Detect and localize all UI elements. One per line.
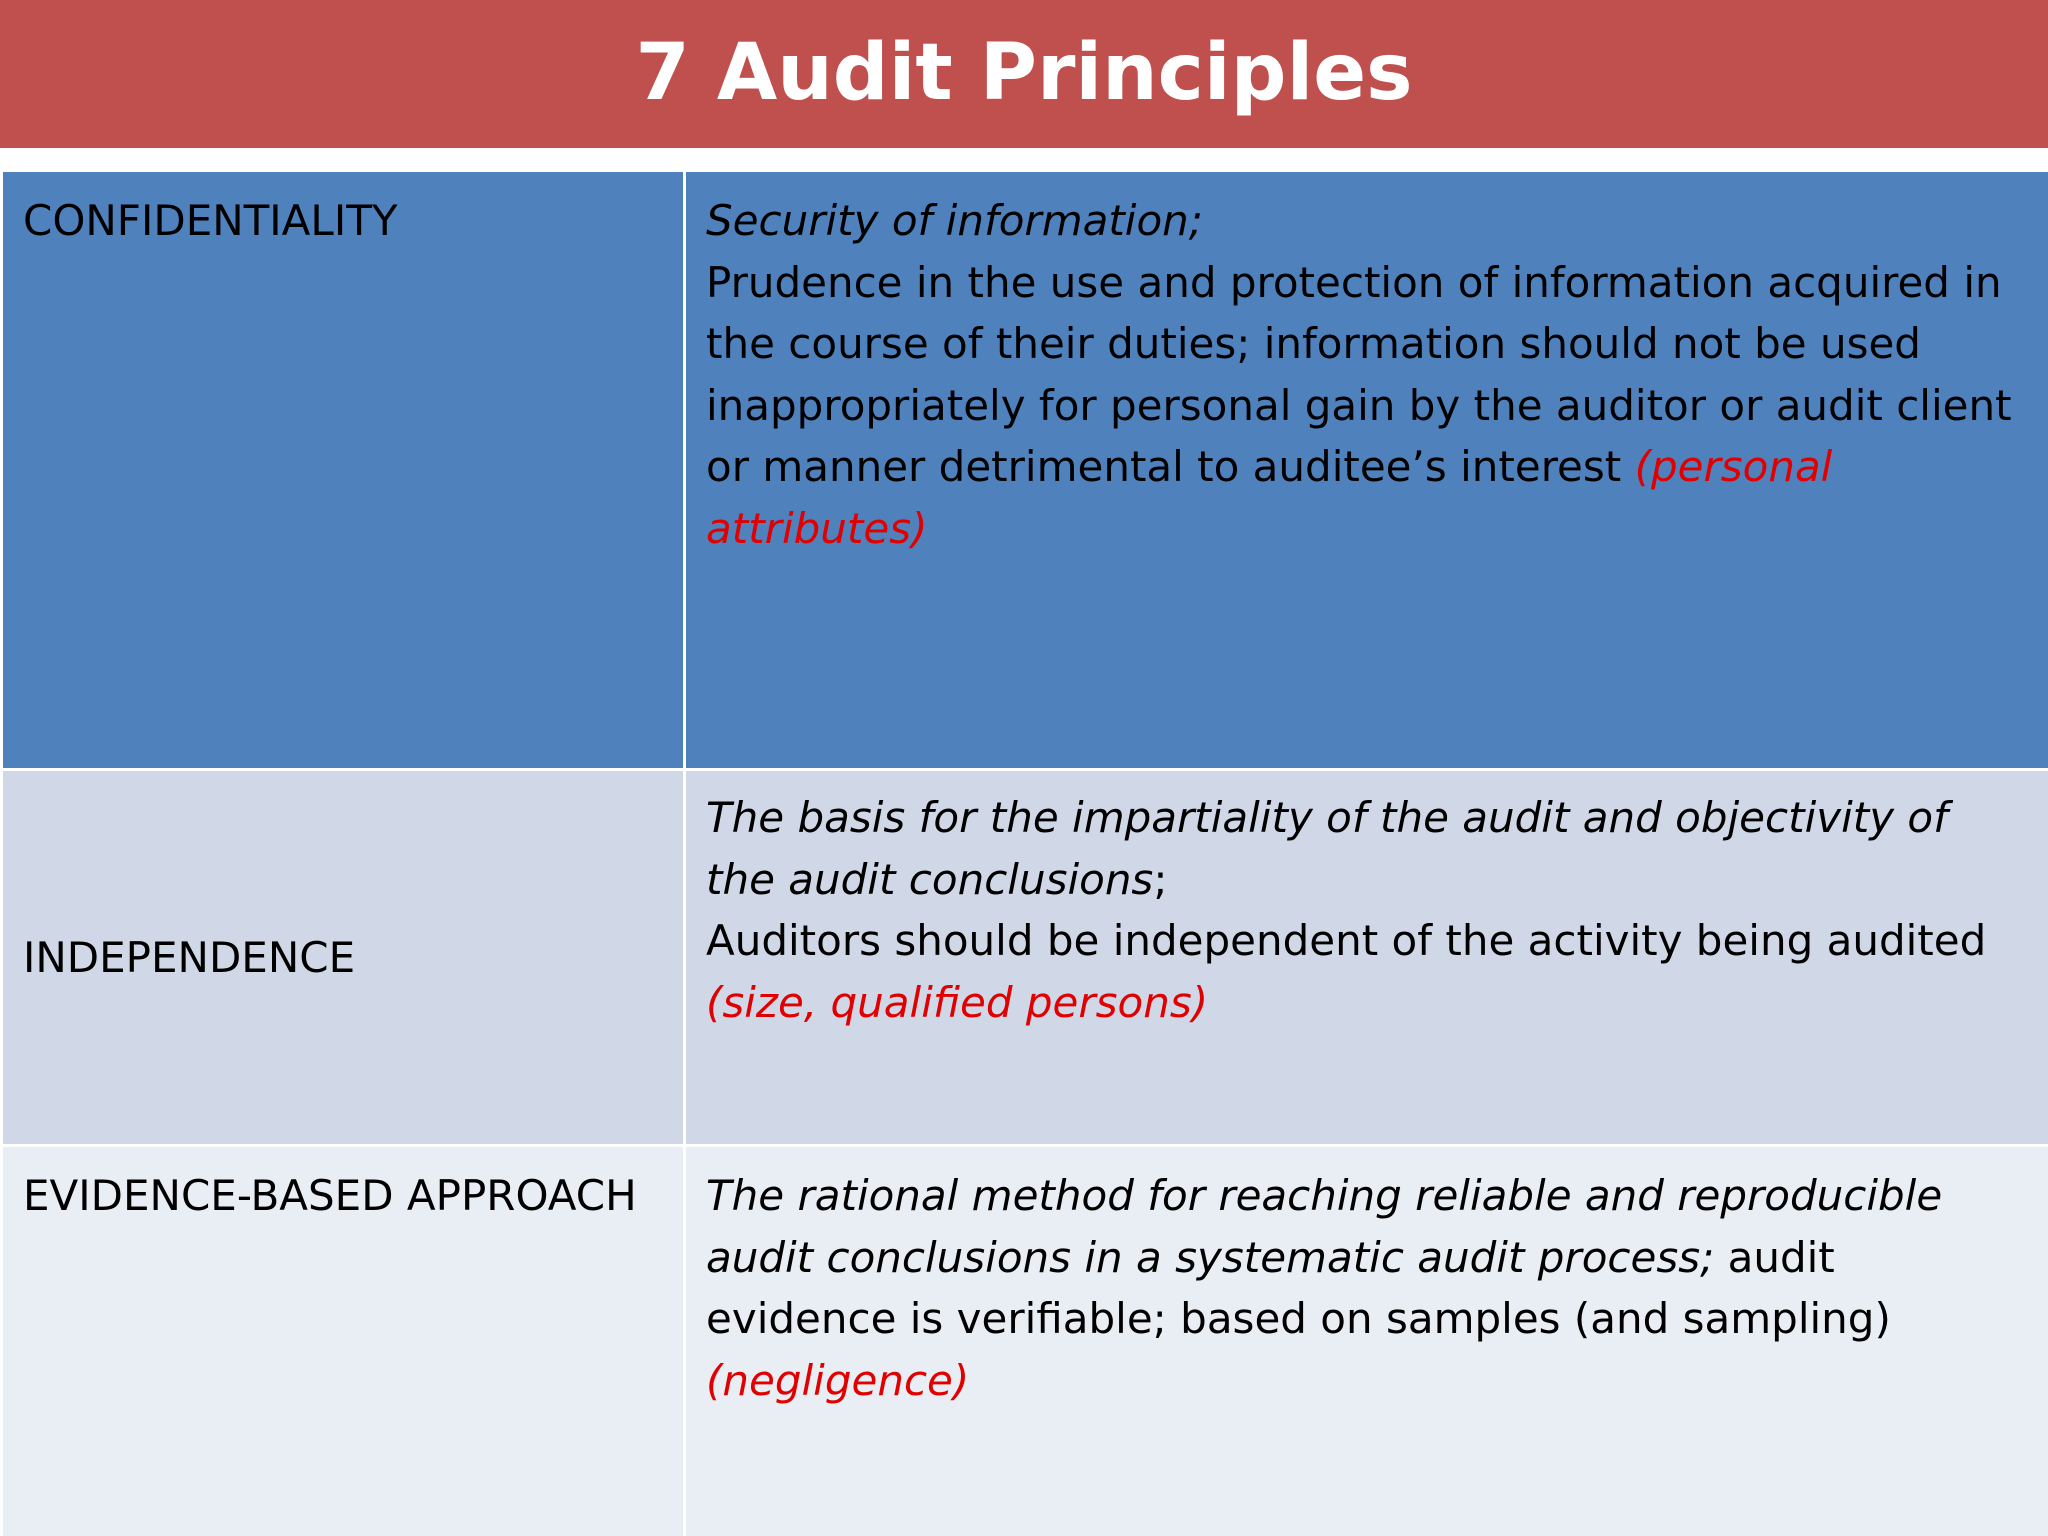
principle-description-cell bbox=[685, 1146, 2048, 1536]
principle-details: Prudence in the use and protection of information acquired in the course of their duties; information should not be used inappropriately for personal gain by the auditor or audit client or manner detrimental to auditee’s interest bbox=[706, 257, 2012, 491]
principle-note: (personal attributes) bbox=[706, 442, 1833, 553]
principle-name-cell bbox=[2, 770, 685, 1146]
principle-details: Auditors should be independent of the activity being audited bbox=[706, 916, 1987, 965]
table-row-confidentiality bbox=[2, 171, 2048, 770]
principle-name: EVIDENCE-BASED APPROACH bbox=[23, 1171, 637, 1220]
principle-name: CONFIDENTIALITY bbox=[23, 196, 398, 245]
principle-name: INDEPENDENCE bbox=[23, 932, 356, 982]
title-bar bbox=[0, 0, 2048, 148]
principle-definition-end: ; bbox=[1153, 854, 1168, 904]
table-row-evidence-based-approach bbox=[2, 1146, 2048, 1536]
principle-definition: The basis for the impartiality of the audit and objectivity of the audit conclusions bbox=[706, 793, 1948, 904]
principle-name-cell bbox=[2, 1146, 685, 1536]
principle-note: (negligence) bbox=[706, 1355, 970, 1405]
principle-definition: The rational method for reaching reliable and reproducible audit conclusions in a systematic audit process; bbox=[706, 1171, 1943, 1282]
table-row-independence bbox=[2, 770, 2048, 1146]
slide-title: 7 Audit Principles bbox=[635, 28, 1413, 118]
principle-description-cell bbox=[685, 770, 2048, 1146]
principle-name-cell bbox=[2, 171, 685, 770]
principle-note: (size, qualified persons) bbox=[706, 977, 1209, 1027]
principles-table bbox=[0, 169, 2048, 1536]
principle-definition: Security of information; bbox=[706, 196, 1203, 245]
principle-description-cell bbox=[685, 171, 2048, 770]
principle-details: audit evidence is verifiable; based on samples (and sampling) bbox=[706, 1232, 1891, 1343]
